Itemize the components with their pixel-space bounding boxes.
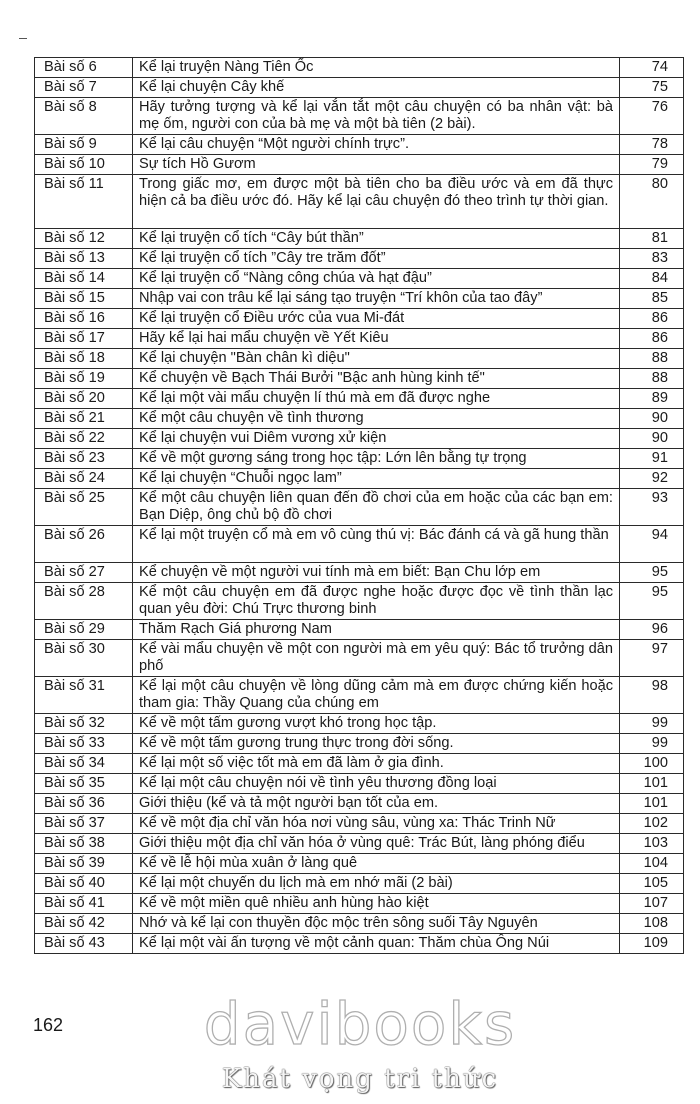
table-row [35,714,684,734]
lesson-title: Kể lại truyện cổ Điều ước của vua Mi-đát [133,309,620,329]
lesson-page: 105 [620,874,684,894]
lesson-title: Hãy tưởng tượng và kể lại vắn tắt một câu chuyện có ba nhân vật: bà mẹ ốm, người con của bà mẹ và một bà tiên (2 bài). [133,98,620,135]
lesson-page: 94 [620,526,684,563]
lesson-title: Kể về một địa chỉ văn hóa nơi vùng sâu, vùng xa: Thác Trinh Nữ [133,814,620,834]
lesson-page: 109 [620,934,684,954]
lesson-title: Sự tích Hồ Gươm [133,155,620,175]
table-row [35,98,684,135]
table-row [35,934,684,954]
contents-table [34,57,684,954]
lesson-page: 80 [620,175,684,229]
lesson-page: 86 [620,309,684,329]
lesson-page: 88 [620,369,684,389]
lesson-title: Kể chuyện về một người vui tính mà em biết: Bạn Chu lớp em [133,563,620,583]
lesson-title: Kể lại một vài ấn tượng về một cảnh quan: Thăm chùa Ông Núi [133,934,620,954]
watermark-logo: davibooks [203,990,517,1058]
lesson-page: 93 [620,489,684,526]
table-row [35,677,684,714]
table-row [35,914,684,934]
lesson-title: Kể lại một câu chuyện nói về tình yêu thương đồng loại [133,774,620,794]
lesson-page: 83 [620,249,684,269]
lesson-page: 108 [620,914,684,934]
lesson-title: Kể lại truyện Nàng Tiên Ốc [133,58,620,78]
lesson-number: Bài số 38 [35,834,133,854]
lesson-page: 101 [620,774,684,794]
table-row [35,620,684,640]
table-row [35,58,684,78]
lesson-title: Giới thiệu một địa chỉ văn hóa ở vùng quê: Trác Bút, làng phóng điểu [133,834,620,854]
lesson-page: 98 [620,677,684,714]
lesson-title: Nhớ và kể lại con thuyền độc mộc trên sông suối Tây Nguyên [133,914,620,934]
lesson-title: Kể lại truyện cổ tích ”Cây tre trăm đốt” [133,249,620,269]
table-row [35,289,684,309]
table-row [35,640,684,677]
lesson-number: Bài số 15 [35,289,133,309]
lesson-page: 99 [620,714,684,734]
lesson-page: 95 [620,563,684,583]
lesson-number: Bài số 24 [35,469,133,489]
lesson-number: Bài số 40 [35,874,133,894]
lesson-page: 97 [620,640,684,677]
lesson-number: Bài số 22 [35,429,133,449]
lesson-number: Bài số 18 [35,349,133,369]
table-row [35,229,684,249]
lesson-number: Bài số 16 [35,309,133,329]
lesson-page: 103 [620,834,684,854]
lesson-number: Bài số 34 [35,754,133,774]
lesson-page: 86 [620,329,684,349]
table-row [35,389,684,409]
lesson-number: Bài số 12 [35,229,133,249]
table-row [35,249,684,269]
lesson-page: 78 [620,135,684,155]
lesson-page: 100 [620,754,684,774]
table-row [35,583,684,620]
lesson-page: 88 [620,349,684,369]
lesson-page: 91 [620,449,684,469]
table-row [35,135,684,155]
table-row [35,349,684,369]
lesson-number: Bài số 19 [35,369,133,389]
lesson-number: Bài số 17 [35,329,133,349]
lesson-number: Bài số 11 [35,175,133,229]
lesson-title: Kể lại chuyện “Chuỗi ngọc lam” [133,469,620,489]
lesson-number: Bài số 13 [35,249,133,269]
table-row [35,526,684,563]
lesson-title: Kể chuyện về Bạch Thái Bưởi "Bậc anh hùng kinh tế" [133,369,620,389]
lesson-number: Bài số 21 [35,409,133,429]
lesson-page: 90 [620,409,684,429]
lesson-number: Bài số 30 [35,640,133,677]
lesson-title: Kể lại một truyện cổ mà em vô cùng thú vị: Bác đánh cá và gã hung thần [133,526,620,563]
lesson-page: 101 [620,794,684,814]
lesson-title: Kể một câu chuyện liên quan đến đồ chơi của em hoặc của các bạn em: Bạn Diệp, ông chủ bộ đồ chơi [133,489,620,526]
lesson-page: 89 [620,389,684,409]
lesson-number: Bài số 42 [35,914,133,934]
lesson-title: Trong giấc mơ, em được một bà tiên cho ba điều ước và em đã thực hiện cả ba điều ước đó. Hãy kể lại câu chuyện đó theo trình tự thời gian. [133,175,620,229]
lesson-page: 85 [620,289,684,309]
table-row [35,774,684,794]
lesson-page: 81 [620,229,684,249]
table-row [35,754,684,774]
lesson-number: Bài số 33 [35,734,133,754]
lesson-page: 96 [620,620,684,640]
table-row [35,894,684,914]
lesson-number: Bài số 7 [35,78,133,98]
lesson-number: Bài số 20 [35,389,133,409]
lesson-page: 84 [620,269,684,289]
table-row [35,329,684,349]
lesson-number: Bài số 31 [35,677,133,714]
table-row [35,78,684,98]
lesson-number: Bài số 23 [35,449,133,469]
lesson-page: 75 [620,78,684,98]
lesson-page: 95 [620,583,684,620]
table-row [35,854,684,874]
lesson-title: Kể một câu chuyện về tình thương [133,409,620,429]
lesson-title: Kể lại một chuyến du lịch mà em nhớ mãi (2 bài) [133,874,620,894]
lesson-page: 99 [620,734,684,754]
lesson-title: Kể về lễ hội mùa xuân ở làng quê [133,854,620,874]
lesson-number: Bài số 9 [35,135,133,155]
table-row [35,563,684,583]
lesson-title: Hãy kể lại hai mẩu chuyện về Yết Kiêu [133,329,620,349]
lesson-title: Kể lại truyện cổ tích “Cây bút thần” [133,229,620,249]
lesson-number: Bài số 14 [35,269,133,289]
table-row [35,409,684,429]
lesson-title: Kể vài mẩu chuyện về một con người mà em yêu quý: Bác tổ trưởng dân phố [133,640,620,677]
watermark-slogan: Khát vọng tri thức [221,1064,499,1094]
table-row [35,369,684,389]
table-row [35,814,684,834]
table-row [35,175,684,229]
lesson-page: 76 [620,98,684,135]
lesson-number: Bài số 39 [35,854,133,874]
table-row [35,834,684,854]
lesson-page: 92 [620,469,684,489]
table-row [35,489,684,526]
lesson-number: Bài số 36 [35,794,133,814]
lesson-number: Bài số 8 [35,98,133,135]
lesson-title: Kể lại câu chuyện “Một người chính trực”. [133,135,620,155]
table-row [35,469,684,489]
table-row [35,309,684,329]
lesson-title: Nhập vai con trâu kể lại sáng tạo truyện “Trí khôn của tao đây” [133,289,620,309]
table-row [35,874,684,894]
lesson-page: 104 [620,854,684,874]
lesson-number: Bài số 35 [35,774,133,794]
lesson-number: Bài số 26 [35,526,133,563]
lesson-title: Kể về một miền quê nhiều anh hùng hào kiệt [133,894,620,914]
lesson-page: 90 [620,429,684,449]
lesson-title: Kể lại chuyện "Bàn chân kì diệu" [133,349,620,369]
lesson-number: Bài số 6 [35,58,133,78]
lesson-title: Kể một câu chuyện em đã được nghe hoặc được đọc về tình thần lạc quan yêu đời: Chú Trực thương binh [133,583,620,620]
lesson-number: Bài số 27 [35,563,133,583]
lesson-title: Kể lại truyện cổ “Nàng công chúa và hạt đậu” [133,269,620,289]
lesson-number: Bài số 25 [35,489,133,526]
table-row [35,449,684,469]
table-row [35,429,684,449]
lesson-page: 107 [620,894,684,914]
lesson-title: Kể lại chuyện Cây khế [133,78,620,98]
lesson-title: Kể lại một vài mẩu chuyện lí thú mà em đã được nghe [133,389,620,409]
table-row [35,155,684,175]
lesson-title: Giới thiệu (kể và tả một người bạn tốt của em. [133,794,620,814]
corner-mark [19,38,27,39]
lesson-number: Bài số 32 [35,714,133,734]
lesson-page: 102 [620,814,684,834]
lesson-number: Bài số 29 [35,620,133,640]
lesson-number: Bài số 10 [35,155,133,175]
table-row [35,794,684,814]
lesson-page: 79 [620,155,684,175]
lesson-number: Bài số 41 [35,894,133,914]
lesson-title: Thăm Rạch Giá phương Nam [133,620,620,640]
lesson-number: Bài số 28 [35,583,133,620]
page-number: 162 [33,1015,64,1035]
lesson-number: Bài số 37 [35,814,133,834]
lesson-title: Kể lại một số việc tốt mà em đã làm ở gia đình. [133,754,620,774]
lesson-title: Kể lại chuyện vui Diêm vương xử kiện [133,429,620,449]
lesson-title: Kể về một tấm gương trung thực trong đời sống. [133,734,620,754]
lesson-title: Kể về một gương sáng trong học tập: Lớn lên bằng tự trọng [133,449,620,469]
table-row [35,734,684,754]
lesson-page: 74 [620,58,684,78]
lesson-title: Kể lại một câu chuyện về lòng dũng cảm mà em được chứng kiến hoặc tham gia: Thầy Quang của chúng em [133,677,620,714]
lesson-number: Bài số 43 [35,934,133,954]
lesson-title: Kể về một tấm gương vượt khó trong học tập. [133,714,620,734]
table-row [35,269,684,289]
